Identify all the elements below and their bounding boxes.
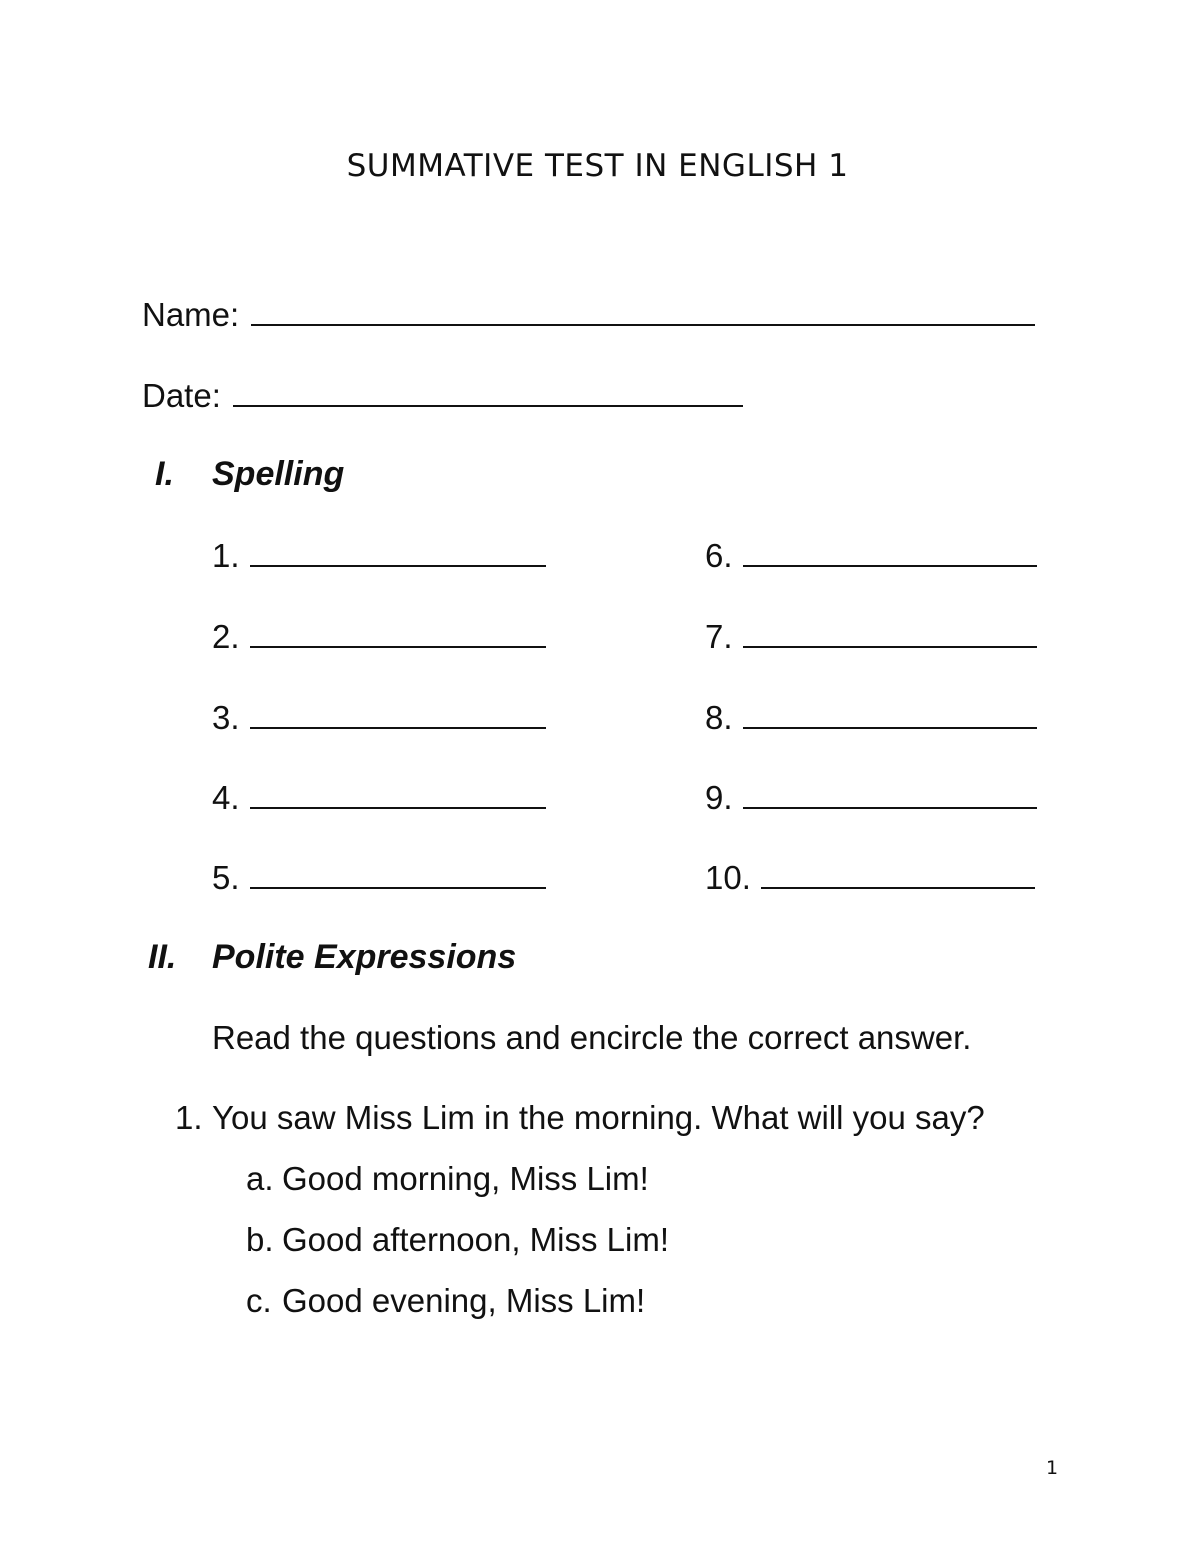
spelling-item: [212, 616, 546, 656]
item-number: 1.: [212, 537, 240, 574]
item-number: 6.: [705, 537, 733, 574]
answer-blank-line[interactable]: [250, 535, 546, 567]
item-number: 10.: [705, 859, 751, 896]
date-field: [142, 375, 743, 415]
item-number: 3.: [212, 699, 240, 736]
spelling-item: [705, 857, 1035, 897]
question-text: You saw Miss Lim in the morning. What will you say?: [212, 1099, 985, 1136]
answer-blank-line[interactable]: [250, 857, 546, 889]
choice-text: Good afternoon, Miss Lim!: [282, 1221, 670, 1258]
document-title: SUMMATIVE TEST IN ENGLISH 1: [346, 148, 849, 184]
answer-blank-line[interactable]: [743, 535, 1037, 567]
question-item: [175, 1099, 985, 1137]
choice-text: Good evening, Miss Lim!: [282, 1282, 646, 1319]
answer-blank-line[interactable]: [761, 857, 1035, 889]
answer-choice[interactable]: [246, 1221, 669, 1259]
date-label: Date:: [142, 377, 221, 414]
choice-letter: b.: [246, 1221, 274, 1258]
spelling-item: [212, 535, 546, 575]
item-number: 5.: [212, 859, 240, 896]
answer-choice[interactable]: [246, 1282, 645, 1320]
name-field: [142, 294, 1035, 334]
answer-blank-line[interactable]: [250, 777, 546, 809]
section-title: Spelling: [212, 455, 345, 493]
item-number: 2.: [212, 618, 240, 655]
section-numeral: I.: [155, 455, 174, 493]
name-blank-line[interactable]: [251, 294, 1035, 326]
choice-text: Good morning, Miss Lim!: [282, 1160, 649, 1197]
item-number: 7.: [705, 618, 733, 655]
item-number: 8.: [705, 699, 733, 736]
answer-blank-line[interactable]: [250, 616, 546, 648]
section-title: Polite Expressions: [212, 938, 517, 976]
date-blank-line[interactable]: [233, 375, 743, 407]
spelling-item: [705, 535, 1037, 575]
answer-blank-line[interactable]: [743, 777, 1037, 809]
section-numeral: II.: [148, 938, 177, 976]
choice-letter: c.: [246, 1282, 272, 1319]
spelling-item: [212, 857, 546, 897]
item-number: 9.: [705, 779, 733, 816]
spelling-item: [705, 777, 1037, 817]
section-instruction: Read the questions and encircle the correct answer.: [212, 1019, 972, 1056]
spelling-item: [212, 697, 546, 737]
answer-blank-line[interactable]: [743, 697, 1037, 729]
item-number: 4.: [212, 779, 240, 816]
answer-blank-line[interactable]: [743, 616, 1037, 648]
choice-letter: a.: [246, 1160, 274, 1197]
answer-blank-line[interactable]: [250, 697, 546, 729]
name-label: Name:: [142, 296, 240, 333]
question-number: 1.: [175, 1099, 203, 1136]
spelling-item: [705, 697, 1037, 737]
spelling-item: [212, 777, 546, 817]
page-number: 1: [1046, 1457, 1059, 1479]
answer-choice[interactable]: [246, 1160, 649, 1198]
spelling-item: [705, 616, 1037, 656]
